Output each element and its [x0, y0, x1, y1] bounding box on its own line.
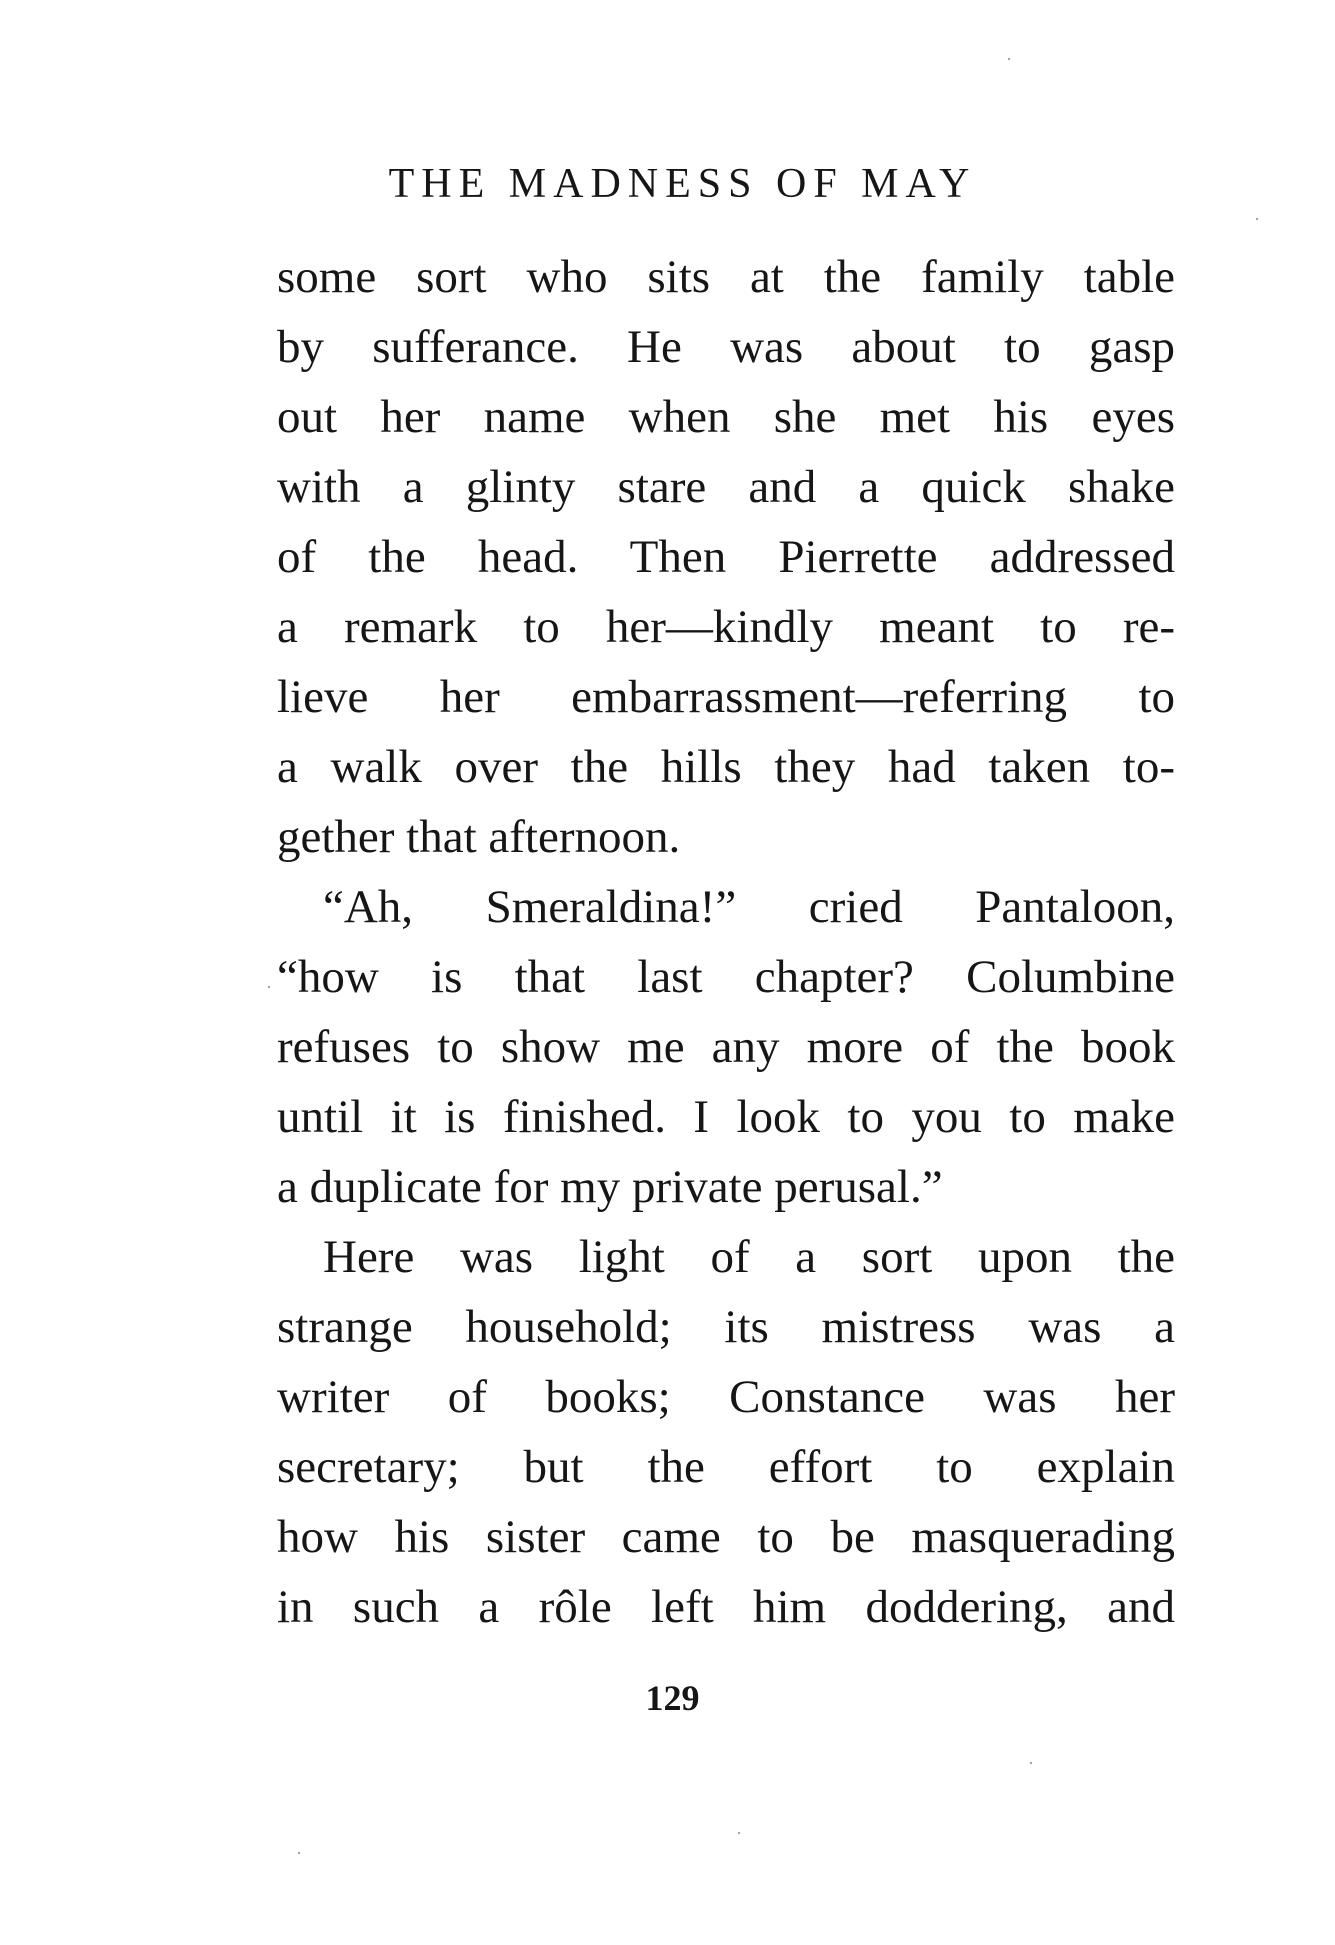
running-head: THE MADNESS OF MAY [388, 161, 977, 207]
text-line: with a glinty stare and a quick shake [277, 461, 1175, 513]
paper-speck [1008, 58, 1010, 60]
text-line: some sort who sits at the family table [277, 251, 1175, 303]
text-line: a walk over the hills they had taken to- [277, 741, 1175, 793]
text-line: writer of books; Constance was her [277, 1371, 1175, 1423]
text-line: “how is that last chapter? Columbine [277, 951, 1175, 1003]
text-line: a remark to her—kindly meant to re- [277, 601, 1175, 653]
text-line: gether that afternoon. [277, 811, 681, 863]
paper-speck [298, 1852, 300, 1854]
paper-speck [268, 986, 270, 988]
text-line: until it is finished. I look to you to make [277, 1091, 1175, 1143]
text-line: lieve her embarrassment—referring to [277, 671, 1175, 723]
text-line: secretary; but the effort to explain [277, 1441, 1175, 1493]
text-line: a duplicate for my private perusal.” [277, 1161, 943, 1213]
text-line: of the head. Then Pierrette addressed [277, 531, 1175, 583]
text-line: by sufferance. He was about to gasp [277, 321, 1175, 373]
text-line: “Ah, Smeraldina!” cried Pantaloon, [323, 881, 1175, 933]
text-line: strange household; its mistress was a [277, 1301, 1175, 1353]
text-line: refuses to show me any more of the book [277, 1021, 1175, 1073]
text-line: Here was light of a sort upon the [323, 1231, 1175, 1283]
body-text [277, 242, 1175, 1642]
text-line: out her name when she met his eyes [277, 391, 1175, 443]
paper-speck [1030, 1762, 1032, 1764]
page-number: 129 [645, 1678, 700, 1718]
paper-speck [1256, 218, 1258, 220]
text-line: in such a rôle left him doddering, and [277, 1581, 1175, 1633]
paper-speck [738, 1832, 740, 1834]
text-line: how his sister came to be masquerading [277, 1511, 1175, 1563]
